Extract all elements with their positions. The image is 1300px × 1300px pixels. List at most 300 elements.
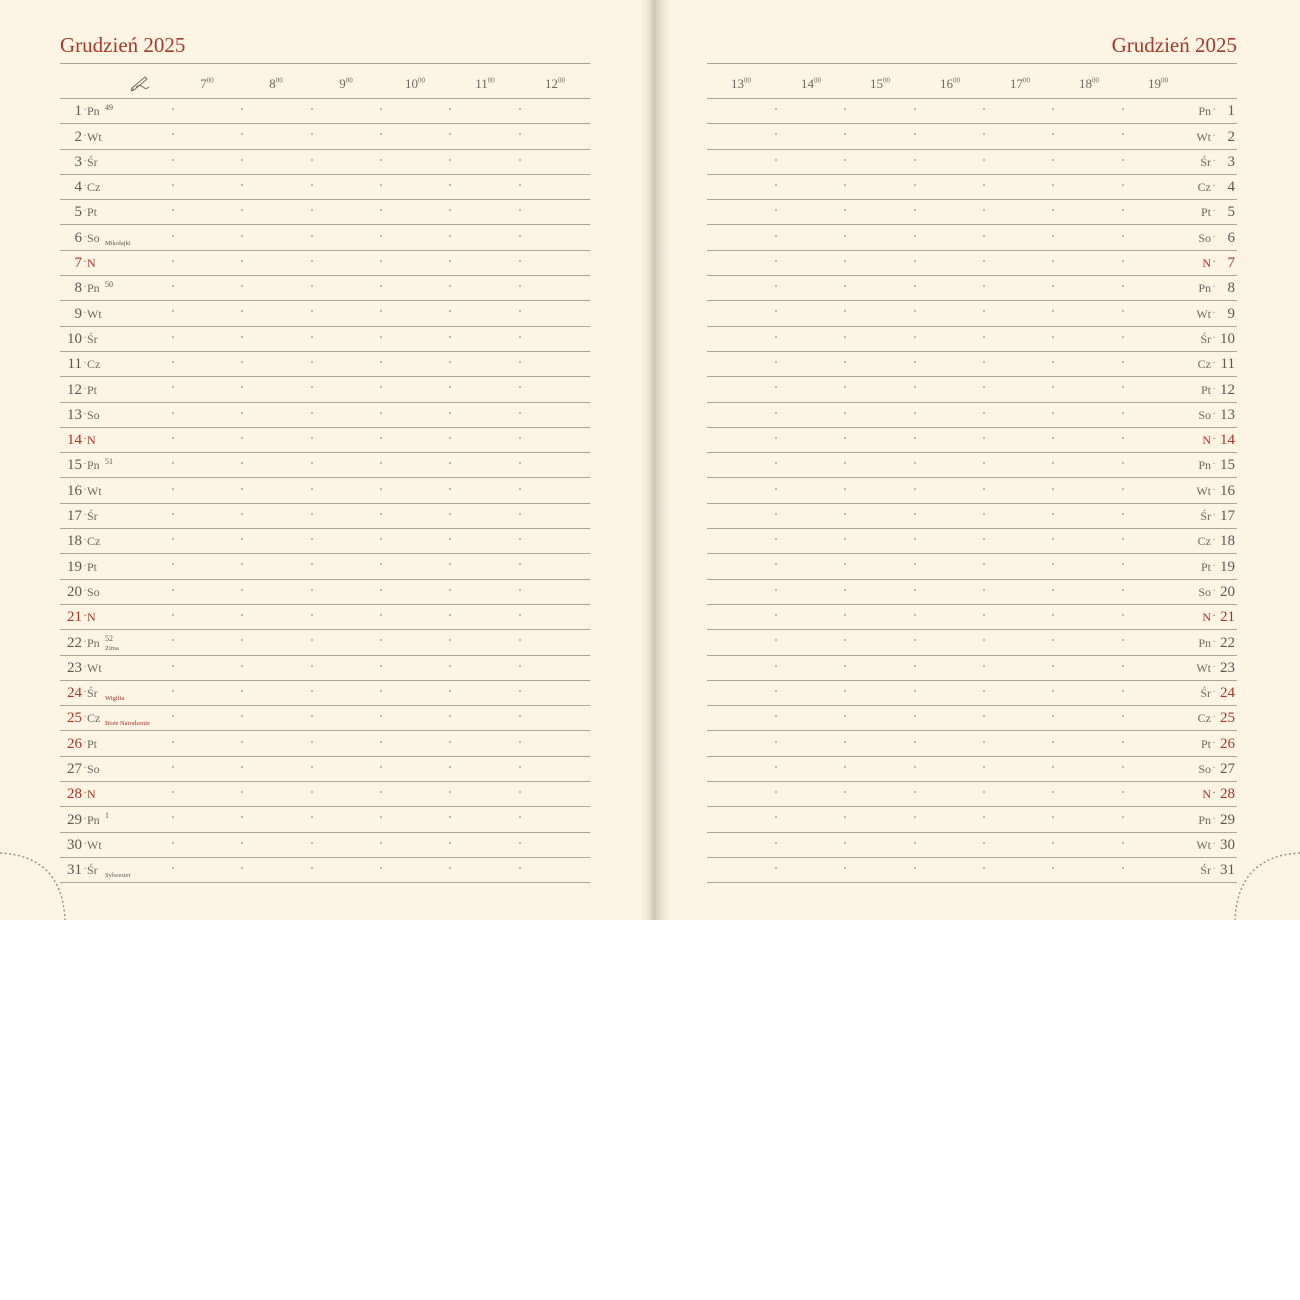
day-row[interactable]	[60, 453, 590, 478]
separator-dot: ·	[83, 585, 87, 597]
day-row[interactable]	[707, 757, 1237, 782]
separator-dot: ·	[83, 155, 87, 167]
hour-dot	[172, 614, 174, 616]
holiday-note: Sylwester	[105, 872, 131, 880]
hour-dot	[172, 133, 174, 135]
hour-dot	[449, 614, 451, 616]
hour-dot	[914, 563, 916, 565]
hour-dot	[241, 614, 243, 616]
day-row[interactable]	[707, 428, 1237, 453]
hour-dot	[380, 690, 382, 692]
day-number: 7	[1227, 255, 1235, 272]
hour-dot	[775, 209, 777, 211]
day-row[interactable]	[60, 377, 590, 402]
day-number: 31	[67, 862, 82, 879]
hour-dot	[914, 816, 916, 818]
hour-dot	[914, 412, 916, 414]
hour-dot	[1122, 184, 1124, 186]
day-row[interactable]	[60, 630, 590, 655]
day-number: 14	[1220, 432, 1235, 449]
hour-dot	[1122, 462, 1124, 464]
hour-dot	[380, 715, 382, 717]
hour-label: $8^{00}$	[269, 76, 283, 91]
day-number: 22	[67, 634, 82, 651]
hour-dot	[983, 462, 985, 464]
weekday-label: Śr	[87, 509, 98, 524]
hour-dot	[311, 513, 313, 515]
day-row[interactable]	[60, 175, 590, 200]
separator-dot: ·	[1212, 788, 1216, 800]
hour-dot	[983, 816, 985, 818]
day-number: 6	[1227, 229, 1235, 246]
hour-dot	[1122, 386, 1124, 388]
day-row[interactable]	[707, 327, 1237, 352]
hour-dot	[1122, 614, 1124, 616]
week-number: 51	[105, 457, 113, 467]
hour-dot	[519, 310, 521, 312]
page-corner-right	[1230, 850, 1300, 920]
day-row[interactable]	[707, 175, 1237, 200]
separator-dot: ·	[1212, 838, 1216, 850]
weekday-label: Śr	[87, 154, 98, 169]
hour-dot	[311, 563, 313, 565]
day-number: 18	[1220, 533, 1235, 550]
hour-dot	[380, 791, 382, 793]
hour-dot	[1122, 715, 1124, 717]
hour-dot	[983, 159, 985, 161]
day-row[interactable]	[60, 580, 590, 605]
day-row[interactable]	[707, 605, 1237, 630]
day-number: 28	[67, 786, 82, 803]
hour-dot	[449, 336, 451, 338]
separator-dot: ·	[1212, 231, 1216, 243]
day-row[interactable]	[60, 504, 590, 529]
day-row[interactable]	[707, 251, 1237, 276]
hour-dot	[983, 184, 985, 186]
day-row[interactable]	[60, 327, 590, 352]
hour-dot	[1052, 563, 1054, 565]
week-number: 52	[105, 634, 113, 644]
day-row[interactable]	[60, 352, 590, 377]
hour-dot	[449, 488, 451, 490]
hour-dot	[241, 538, 243, 540]
hour-dot	[983, 108, 985, 110]
day-row[interactable]	[60, 554, 590, 579]
hour-minutes: 00	[744, 76, 751, 85]
day-row[interactable]	[60, 226, 590, 251]
day-row[interactable]	[707, 403, 1237, 428]
hour-dot	[983, 235, 985, 237]
hour-dot	[775, 285, 777, 287]
separator-dot: ·	[83, 459, 87, 471]
day-row[interactable]	[707, 681, 1237, 706]
day-row[interactable]	[60, 807, 590, 832]
day-row[interactable]	[707, 200, 1237, 225]
day-number: 10	[67, 330, 82, 347]
hour-dot	[380, 184, 382, 186]
weekday-label: Wt	[87, 837, 102, 852]
hour-dot	[983, 639, 985, 641]
hour-dot	[1122, 791, 1124, 793]
day-number: 30	[1220, 836, 1235, 853]
weekday-label: Wt	[1196, 660, 1211, 675]
hour-dot	[844, 715, 846, 717]
hour-dot	[519, 235, 521, 237]
hour-dot	[172, 816, 174, 818]
separator-dot: ·	[83, 636, 87, 648]
hour-dot	[519, 614, 521, 616]
day-row[interactable]	[60, 656, 590, 681]
hour-dot	[519, 386, 521, 388]
weekday-label: Pn	[87, 104, 100, 119]
day-number: 31	[1220, 862, 1235, 879]
day-row[interactable]	[707, 732, 1237, 757]
hour-label: $13^{00}$	[731, 76, 751, 91]
day-row[interactable]	[707, 453, 1237, 478]
weekday-label: Pn	[1198, 635, 1211, 650]
hour-dot	[380, 310, 382, 312]
hour-dot	[844, 665, 846, 667]
day-row[interactable]	[60, 403, 590, 428]
book-spine	[640, 0, 670, 920]
weekday-label: Pn	[1198, 458, 1211, 473]
hour-dot	[311, 462, 313, 464]
hour-label: $11^{00}$	[475, 76, 495, 91]
separator-dot: ·	[1212, 459, 1216, 471]
day-number: 27	[1220, 761, 1235, 778]
day-row[interactable]	[60, 479, 590, 504]
day-row[interactable]	[707, 833, 1237, 858]
day-row[interactable]	[60, 301, 590, 326]
hour-dot	[241, 791, 243, 793]
hour-dot	[519, 133, 521, 135]
hour-dot	[449, 563, 451, 565]
hour-dot	[241, 867, 243, 869]
separator-dot: ·	[83, 282, 87, 294]
hour-dot	[914, 589, 916, 591]
weekday-label: Pn	[1198, 812, 1211, 827]
hour-dot	[775, 715, 777, 717]
hour-header	[60, 72, 590, 96]
day-row[interactable]	[707, 782, 1237, 807]
separator-dot: ·	[83, 181, 87, 193]
day-row[interactable]	[60, 200, 590, 225]
separator-dot: ·	[83, 332, 87, 344]
hour-dot	[1122, 538, 1124, 540]
hour-dot	[844, 816, 846, 818]
hour-dot	[914, 336, 916, 338]
hour-dot	[519, 741, 521, 743]
hour-dot	[844, 589, 846, 591]
separator-dot: ·	[1212, 484, 1216, 496]
weekday-label: Wt	[87, 306, 102, 321]
separator-dot: ·	[1212, 763, 1216, 775]
hour-dot	[914, 108, 916, 110]
day-number: 13	[1220, 406, 1235, 423]
day-row[interactable]	[707, 301, 1237, 326]
weekday-label: Śr	[1200, 154, 1211, 169]
hour-dot	[172, 310, 174, 312]
hour-dot	[844, 310, 846, 312]
separator-dot: ·	[1212, 434, 1216, 446]
day-row[interactable]	[707, 656, 1237, 681]
hour-dot	[241, 159, 243, 161]
hour-dot	[775, 741, 777, 743]
day-number: 11	[67, 356, 82, 373]
hour-dot	[241, 563, 243, 565]
day-number: 25	[1220, 710, 1235, 727]
day-row[interactable]	[60, 681, 590, 706]
hour-dot	[983, 336, 985, 338]
weekday-label: Śr	[87, 863, 98, 878]
day-row[interactable]	[707, 504, 1237, 529]
hour-dot	[914, 386, 916, 388]
separator-dot: ·	[1212, 257, 1216, 269]
hour-dot	[311, 538, 313, 540]
hour-minutes: 00	[1092, 76, 1099, 85]
hour-dot	[775, 614, 777, 616]
hour-dot	[1122, 310, 1124, 312]
hour-dot	[380, 816, 382, 818]
hour-dot	[914, 462, 916, 464]
weekday-label: Wt	[1196, 306, 1211, 321]
hour-dot	[519, 108, 521, 110]
day-row[interactable]	[707, 580, 1237, 605]
day-row[interactable]	[707, 479, 1237, 504]
weekday-label: Wt	[87, 660, 102, 675]
hour-dot	[1052, 690, 1054, 692]
hour-dot	[519, 690, 521, 692]
hour-dot	[241, 386, 243, 388]
hour-dot	[311, 159, 313, 161]
day-row[interactable]	[60, 529, 590, 554]
hour-dot	[241, 108, 243, 110]
hour-dot	[983, 260, 985, 262]
hour-dot	[775, 462, 777, 464]
hour-dot	[844, 361, 846, 363]
page-corner-left	[0, 850, 70, 920]
hour-dot	[1122, 488, 1124, 490]
day-row[interactable]	[707, 554, 1237, 579]
right-page	[707, 0, 1237, 920]
hour-dot	[449, 867, 451, 869]
separator-dot: ·	[83, 763, 87, 775]
day-row[interactable]	[60, 757, 590, 782]
day-row[interactable]	[60, 605, 590, 630]
hour-dot	[775, 766, 777, 768]
day-row[interactable]	[60, 276, 590, 301]
hour-dot	[844, 108, 846, 110]
hour-dot	[172, 791, 174, 793]
hour-dot	[172, 867, 174, 869]
day-number: 17	[1220, 508, 1235, 525]
hour-dot	[380, 437, 382, 439]
weekday-label: N	[87, 610, 96, 625]
hour-dot	[311, 741, 313, 743]
hour-minutes: 00	[1161, 76, 1168, 85]
day-row[interactable]	[60, 99, 590, 124]
hour-dot	[983, 842, 985, 844]
hour-dot	[1052, 488, 1054, 490]
day-number: 12	[67, 381, 82, 398]
weekday-label: Śr	[1200, 509, 1211, 524]
weekday-label: Cz	[1197, 711, 1211, 726]
separator-dot: ·	[1212, 358, 1216, 370]
day-number: 2	[1227, 128, 1235, 145]
day-row[interactable]	[707, 150, 1237, 175]
hour-dot	[241, 665, 243, 667]
day-row[interactable]	[60, 706, 590, 731]
hour-dot	[1052, 310, 1054, 312]
hour-dot	[519, 563, 521, 565]
hour-dot	[449, 412, 451, 414]
hour-dot	[172, 639, 174, 641]
hour-dot	[311, 386, 313, 388]
hour-dot	[1052, 437, 1054, 439]
hour-dot	[380, 159, 382, 161]
hour-dot	[172, 538, 174, 540]
hour-dot	[172, 462, 174, 464]
hour-dot	[914, 513, 916, 515]
hour-dot	[311, 285, 313, 287]
hour-dot	[1122, 437, 1124, 439]
hour-dot	[1052, 285, 1054, 287]
day-row[interactable]	[60, 428, 590, 453]
day-row[interactable]	[60, 732, 590, 757]
hour-dot	[914, 639, 916, 641]
hour-dot	[519, 867, 521, 869]
hour-label: $9^{00}$	[339, 76, 353, 91]
day-row[interactable]	[707, 352, 1237, 377]
hour-dot	[844, 235, 846, 237]
weekday-label: Pt	[1200, 559, 1211, 574]
weekday-label: N	[87, 433, 96, 448]
hour-dot	[311, 690, 313, 692]
day-number: 3	[74, 153, 82, 170]
day-number: 1	[74, 103, 82, 120]
hour-dot	[172, 513, 174, 515]
hour-dot	[983, 310, 985, 312]
day-row[interactable]	[707, 706, 1237, 731]
hour-dot	[775, 159, 777, 161]
day-row[interactable]	[707, 124, 1237, 149]
separator-dot: ·	[1212, 408, 1216, 420]
day-row[interactable]	[707, 630, 1237, 655]
hour-dot	[775, 867, 777, 869]
day-row[interactable]	[707, 276, 1237, 301]
hour-dot	[914, 690, 916, 692]
day-row[interactable]	[707, 807, 1237, 832]
hour-dot	[311, 639, 313, 641]
hour-minutes: 00	[953, 76, 960, 85]
hour-minutes: 00	[206, 76, 214, 85]
day-number: 26	[67, 735, 82, 752]
hour-dot	[1122, 209, 1124, 211]
day-number: 6	[74, 229, 82, 246]
hour-dot	[844, 867, 846, 869]
hour-dot	[844, 260, 846, 262]
day-row[interactable]	[707, 99, 1237, 124]
day-row[interactable]	[707, 529, 1237, 554]
day-row[interactable]	[60, 858, 590, 883]
hour-dot	[1122, 639, 1124, 641]
weekday-label: N	[1202, 610, 1211, 625]
separator-dot: ·	[83, 560, 87, 572]
hour-dot	[311, 816, 313, 818]
hour-header	[707, 72, 1237, 96]
separator-dot: ·	[1212, 383, 1216, 395]
day-row[interactable]	[707, 226, 1237, 251]
day-row[interactable]	[60, 251, 590, 276]
hour-dot	[1122, 690, 1124, 692]
separator-dot: ·	[83, 358, 87, 370]
separator-dot: ·	[1212, 155, 1216, 167]
day-row[interactable]	[707, 377, 1237, 402]
hour-dot	[1122, 741, 1124, 743]
day-number: 8	[74, 280, 82, 297]
hour-dot	[1052, 842, 1054, 844]
hour-dot	[449, 816, 451, 818]
hour-dot	[172, 412, 174, 414]
hour-dot	[844, 791, 846, 793]
separator-dot: ·	[83, 788, 87, 800]
hour-dot	[449, 235, 451, 237]
separator-dot: ·	[83, 813, 87, 825]
hour-label: $17^{00}$	[1010, 76, 1030, 91]
hour-dot	[449, 437, 451, 439]
hour-dot	[241, 741, 243, 743]
hour-dot	[844, 741, 846, 743]
hour-dot	[914, 235, 916, 237]
hour-dot	[844, 159, 846, 161]
hour-dot	[519, 589, 521, 591]
day-row[interactable]	[60, 833, 590, 858]
separator-dot: ·	[1212, 332, 1216, 344]
day-row[interactable]	[60, 150, 590, 175]
weekday-label: Śr	[1200, 331, 1211, 346]
hour-dot	[311, 133, 313, 135]
weekday-label: So	[1198, 762, 1211, 777]
hour-dot	[775, 386, 777, 388]
hour-dot	[519, 209, 521, 211]
day-row[interactable]	[60, 124, 590, 149]
separator-dot: ·	[1212, 737, 1216, 749]
weekday-label: Cz	[87, 180, 101, 195]
hour-dot	[172, 184, 174, 186]
hour-dot	[914, 437, 916, 439]
weekday-label: Wt	[1196, 837, 1211, 852]
hour-dot	[311, 108, 313, 110]
hour-dot	[914, 260, 916, 262]
day-number: 13	[67, 406, 82, 423]
hour-dot	[1052, 665, 1054, 667]
hour-dot	[983, 488, 985, 490]
hour-dot	[380, 842, 382, 844]
weekday-label: Pt	[87, 205, 98, 220]
hour-dot	[449, 310, 451, 312]
hour-dot	[172, 715, 174, 717]
weekday-label: Śr	[1200, 863, 1211, 878]
day-row[interactable]	[707, 858, 1237, 883]
hour-dot	[844, 766, 846, 768]
hour-dot	[311, 766, 313, 768]
hour-label: $19^{00}$	[1148, 76, 1168, 91]
hour-dot	[1052, 209, 1054, 211]
weekday-label: Pn	[87, 635, 100, 650]
separator-dot: ·	[1212, 687, 1216, 699]
day-row[interactable]	[60, 782, 590, 807]
weekday-label: Wt	[87, 483, 102, 498]
